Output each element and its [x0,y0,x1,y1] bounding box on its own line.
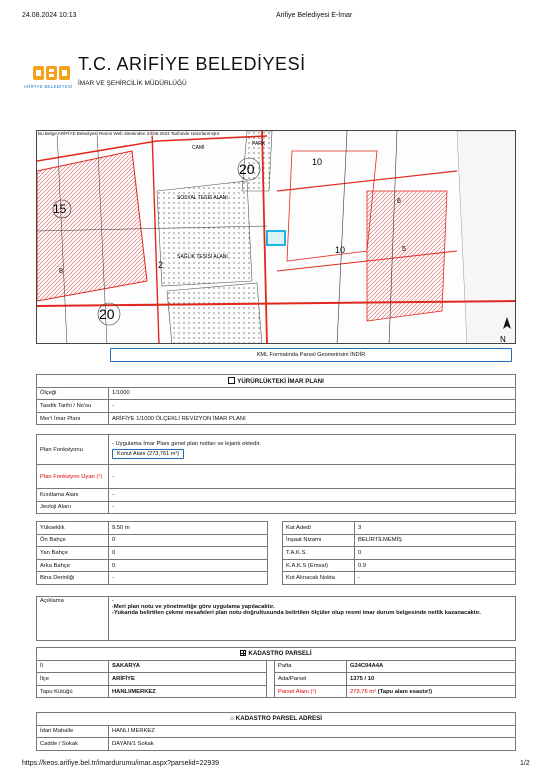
plan-row-label: Tasdik Tarihi / No'su [37,400,109,413]
logo-caption: ARİFİYE BELEDİYESİ [24,84,73,89]
sheet-label: Pafta [275,660,347,673]
block-parcel-label: Ada/Parsel [275,673,347,686]
map-label-10-top: 10 [312,157,323,167]
map-label-social: SOSYAL TESİS ALANI [177,195,228,201]
notes-table [36,596,516,641]
registry-value: HANLI/MERKEZ [109,685,267,698]
konut-area-button[interactable]: Konut Alanı (273,761 m²) [112,449,184,459]
grid-icon [240,650,246,656]
build-left-table [36,521,268,585]
geology-value: - [109,501,516,514]
level-point-label: Kot Alınacak Nokta [283,572,355,585]
map-label-10-mid: 10 [335,245,346,255]
org-subtitle: İMAR VE ŞEHİRCİLİK MÜDÜRLÜĞÜ [78,80,187,87]
side-yard-value: 0 [109,547,268,560]
page-number: 1/2 [520,760,530,767]
block-parcel-value: 1375 / 10 [347,673,516,686]
geology-label: Jeoloji Alanı [37,501,109,514]
map-label-6: 6 [397,198,401,205]
parcel-area-label: Parsel Alanı (¹) [275,685,347,698]
map-label-20-bottom: 20 [99,306,115,322]
plan-heading: YÜRÜRLÜKTEKİ İMAR PLANI [37,375,516,388]
construction-order-label: İnşaat Nizamı [283,534,355,547]
street-value: DAYAN/1 Sokak [109,738,516,751]
print-page-title: Arifiye Belediyesi E-İmar [276,12,353,19]
building-depth-value: - [109,572,268,585]
province-value: SAKARYA [109,660,267,673]
neighborhood-label: İdari Mahalle [37,725,109,738]
construction-order-value: BELİRTİLMEMİŞ [355,534,516,547]
building-depth-label: Bina Derinliği [37,572,109,585]
column-gap [267,660,275,673]
org-title: T.C. ARİFİYE BELEDİYESİ [78,54,306,74]
district-label: İlçe [37,673,109,686]
district-value: ARİFİYE [109,673,267,686]
map-drawing [37,131,516,344]
map-label-15: 15 [53,202,67,216]
plan-row-value: - [109,400,516,413]
notes-cell [109,597,516,641]
kaks-label: K.A.K.S (Emsal) [283,559,355,572]
kaks-value: 0.9 [355,559,516,572]
plan-row-value: 1/1000 [109,387,516,400]
front-yard-value: 0 [109,534,268,547]
plan-row-label: Mer'i İmar Planı [37,412,109,425]
height-label: Yükseklik [37,522,109,535]
notes-line: - [112,598,114,604]
function-table [36,434,516,514]
back-yard-value: 0 [109,559,268,572]
address-heading: ⌂ KADASTRO PARSEL ADRESİ [37,713,516,726]
back-yard-label: Arka Bahçe [37,559,109,572]
column-gap [267,685,275,698]
parcel-map[interactable] [36,130,516,344]
map-label-health: SAĞLIK TESİSİ ALANI [177,254,228,260]
plan-function-cell [109,435,516,465]
plan-table [36,374,516,425]
svg-text:N: N [500,335,506,344]
function-uyan-label: Plan Fonksiyon Uyan (¹) [37,465,109,489]
build-right-table [282,521,516,585]
map-label-8: 8 [59,268,63,275]
map-label-mosque: CAMİ [192,145,205,151]
function-uyan-value: - [109,465,516,489]
taks-value: 0 [355,547,516,560]
map-label-20-top: 20 [239,161,255,177]
side-yard-label: Yan Bahçe [37,547,109,560]
sheet-value: G24C04A4A [347,660,516,673]
plan-row-label: Ölçeği [37,387,109,400]
height-value: 9.50 m [109,522,268,535]
floor-count-label: Kat Adedi [283,522,355,535]
floor-count-value: 3 [355,522,516,535]
province-label: İl [37,660,109,673]
level-point-value: - [355,572,516,585]
taks-label: T.A.K.S. [283,547,355,560]
column-gap [267,673,275,686]
map-caption: Bu Belge ARİFİYE Belediyesi Resmi Web Sitesinden 24.08.2024 Tarihinde Hazırlanmıştır [38,131,220,136]
restriction-value: - [109,489,516,502]
parcel-area-cell [347,685,516,698]
address-table [36,712,516,751]
map-label-2: 2 [158,260,164,270]
plan-function-note: - Uygulama İmar Planı genel plan notları ve lejantı ektedir. [112,440,261,447]
neighborhood-value: HANLI MERKEZ [109,725,516,738]
home-icon: ⌂ [230,715,234,723]
restriction-label: Kısıtlama Alanı [37,489,109,502]
registry-label: Tapu Kütüğü [37,685,109,698]
print-url: https://keos.arifiye.bel.tr/imardurumu/imar.aspx?parselid=22939 [22,760,220,767]
parcel-area-note: (Tapu alanı esastır!) [377,688,433,695]
map-label-park: PARK [252,141,266,147]
plan-function-label: Plan Fonksiyonu [37,435,109,465]
plan-icon [228,377,235,384]
notes-line: -Meri plan notu ve yönetmeliğe göre uygulama yapılacaktır. [112,604,275,610]
cadastre-heading: KADASTRO PARSELİ [37,648,516,661]
parcel-area-value: 273,76 m² [350,688,377,695]
plan-row-value: ARİFİYE 1/1000 ÖLÇEKLİ REVİZYON İMAR PLANI [109,412,516,425]
print-datetime: 24.08.2024 10:13 [22,12,77,19]
street-label: Cadde / Sokak [37,738,109,751]
download-kml-button[interactable]: KML Formatında Parsel Geometrisini İNDİR [110,348,512,362]
map-label-5: 5 [402,246,406,253]
notes-line: -Yukarıda belirtilen çekme mesafeleri plan notu doğrultusunda belirtilen ölçüler olup resmi imar durum belgesinde netlik kazanacaktır. [112,610,481,616]
selected-parcel-highlight [267,231,285,245]
cadastre-table [36,647,516,698]
front-yard-label: Ön Bahçe [37,534,109,547]
notes-label: Açıklama [37,597,109,641]
